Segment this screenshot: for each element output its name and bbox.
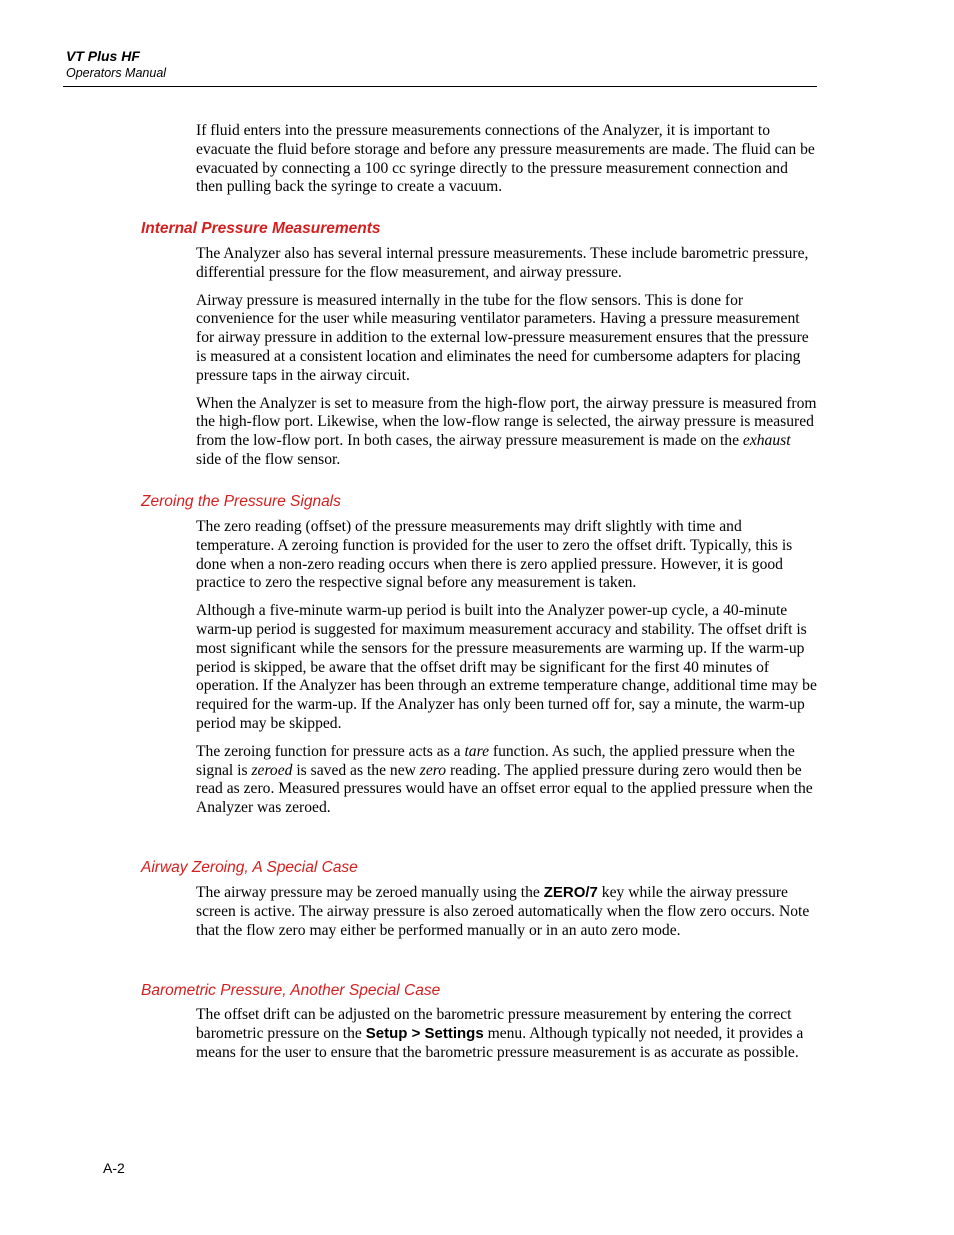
section-heading-zeroing: Zeroing the Pressure Signals: [141, 493, 341, 510]
internal-paragraph-2: Airway pressure is measured internally in the tube for the flow sensors. This is done for convenience for the user while measuring ventilator parameters. Having a pressure measurement for airway pressure in addition to the external low-pressure measurement ensures that the pressure is measured at a consistent location and eliminates the need for cumbersome adapters for placing pressure taps in the airway circuit.: [196, 291, 809, 384]
zeroing-section: [196, 518, 818, 818]
internal-paragraph-1: The Analyzer also has several internal pressure measurements. These include barometric pressure, differential pressure for the flow measurement, and airway pressure.: [196, 245, 809, 281]
setup-settings-menu-label: Setup > Settings: [365, 1024, 484, 1042]
emphasis-zeroed: zeroed: [251, 761, 293, 779]
intro-section: [196, 122, 818, 197]
internal-paragraph-3: When the Analyzer is set to measure from the high-flow port, the airway pressure is measured from the high-flow port. Likewise, when the low-flow range is selected, the airway pressure is measured from the low-flow port. In both cases, the airway pressure measurement is made on the exhaust side of the flow sensor.: [196, 394, 817, 468]
internal-pressure-section: [196, 245, 818, 470]
document-subtitle: Operators Manual: [66, 66, 167, 80]
airway-paragraph-1: The airway pressure may be zeroed manually using the ZERO/7 key while the airway pressure screen is active. The airway pressure is also zeroed automatically when the flow zero occurs. Note that the flow zero may either be performed manually or in an auto zero mode.: [196, 884, 810, 939]
section-heading-airway-zeroing: Airway Zeroing, A Special Case: [141, 859, 358, 876]
intro-paragraph: If fluid enters into the pressure measurements connections of the Analyzer, it is important to evacuate the fluid before storage and before any pressure measurements are made. The fluid can be evacuated by connecting a 100 cc syringe directly to the pressure measurement connection and then pulling back the syringe to create a vacuum.: [196, 122, 815, 196]
zeroing-paragraph-1: The zero reading (offset) of the pressure measurements may drift slightly with time and temperature. A zeroing function is provided for the user to zero the offset drift. Typically, this is done when a non-zero reading occurs when there is zero applied pressure. However, it is good practice to zero the respective signal before any measurement is taken.: [196, 518, 793, 592]
barometric-section: [196, 1006, 818, 1062]
emphasis-exhaust: exhaust: [742, 432, 791, 450]
zeroing-paragraph-2: Although a five-minute warm-up period is built into the Analyzer power-up cycle, a 40-minute warm-up period is suggested for maximum measurement accuracy and stability. The offset drift is most significant while the sensors for the pressure measurements are warming up. If the warm-up period is skipped, be aware that the offset drift may be significant for the first 40 minutes of operation. If the Analyzer has been through an extreme temperature change, additional time may be required for the warm-up. If the Analyzer has only been turned off for, say a minute, the warm-up period may be skipped.: [196, 602, 817, 732]
page-number: A-2: [103, 1160, 125, 1176]
section-heading-internal-pressure: Internal Pressure Measurements: [141, 220, 381, 237]
barometric-paragraph-1: The offset drift can be adjusted on the barometric pressure measurement by entering the correct barometric pressure on the Setup > Settings menu. Although typically not needed, it provides a means for the user to ensure that the barometric pressure measurement is as accurate as possible.: [196, 1006, 804, 1061]
document-title: VT Plus HF: [66, 48, 140, 64]
zeroing-paragraph-3: The zeroing function for pressure acts as a tare function. As such, the applied pressure when the signal is zeroed is saved as the new zero reading. The applied pressure during zero would then be read as zero. Measured pressures would have an offset error equal to the applied pressure when the Analyzer was zeroed.: [196, 742, 813, 817]
emphasis-zero: zero: [419, 761, 447, 779]
airway-zeroing-section: [196, 884, 818, 940]
zero-7-key-label: ZERO/7: [543, 884, 598, 901]
section-heading-barometric: Barometric Pressure, Another Special Case: [141, 982, 441, 999]
header-rule: [63, 86, 817, 87]
emphasis-tare: tare: [464, 742, 489, 760]
